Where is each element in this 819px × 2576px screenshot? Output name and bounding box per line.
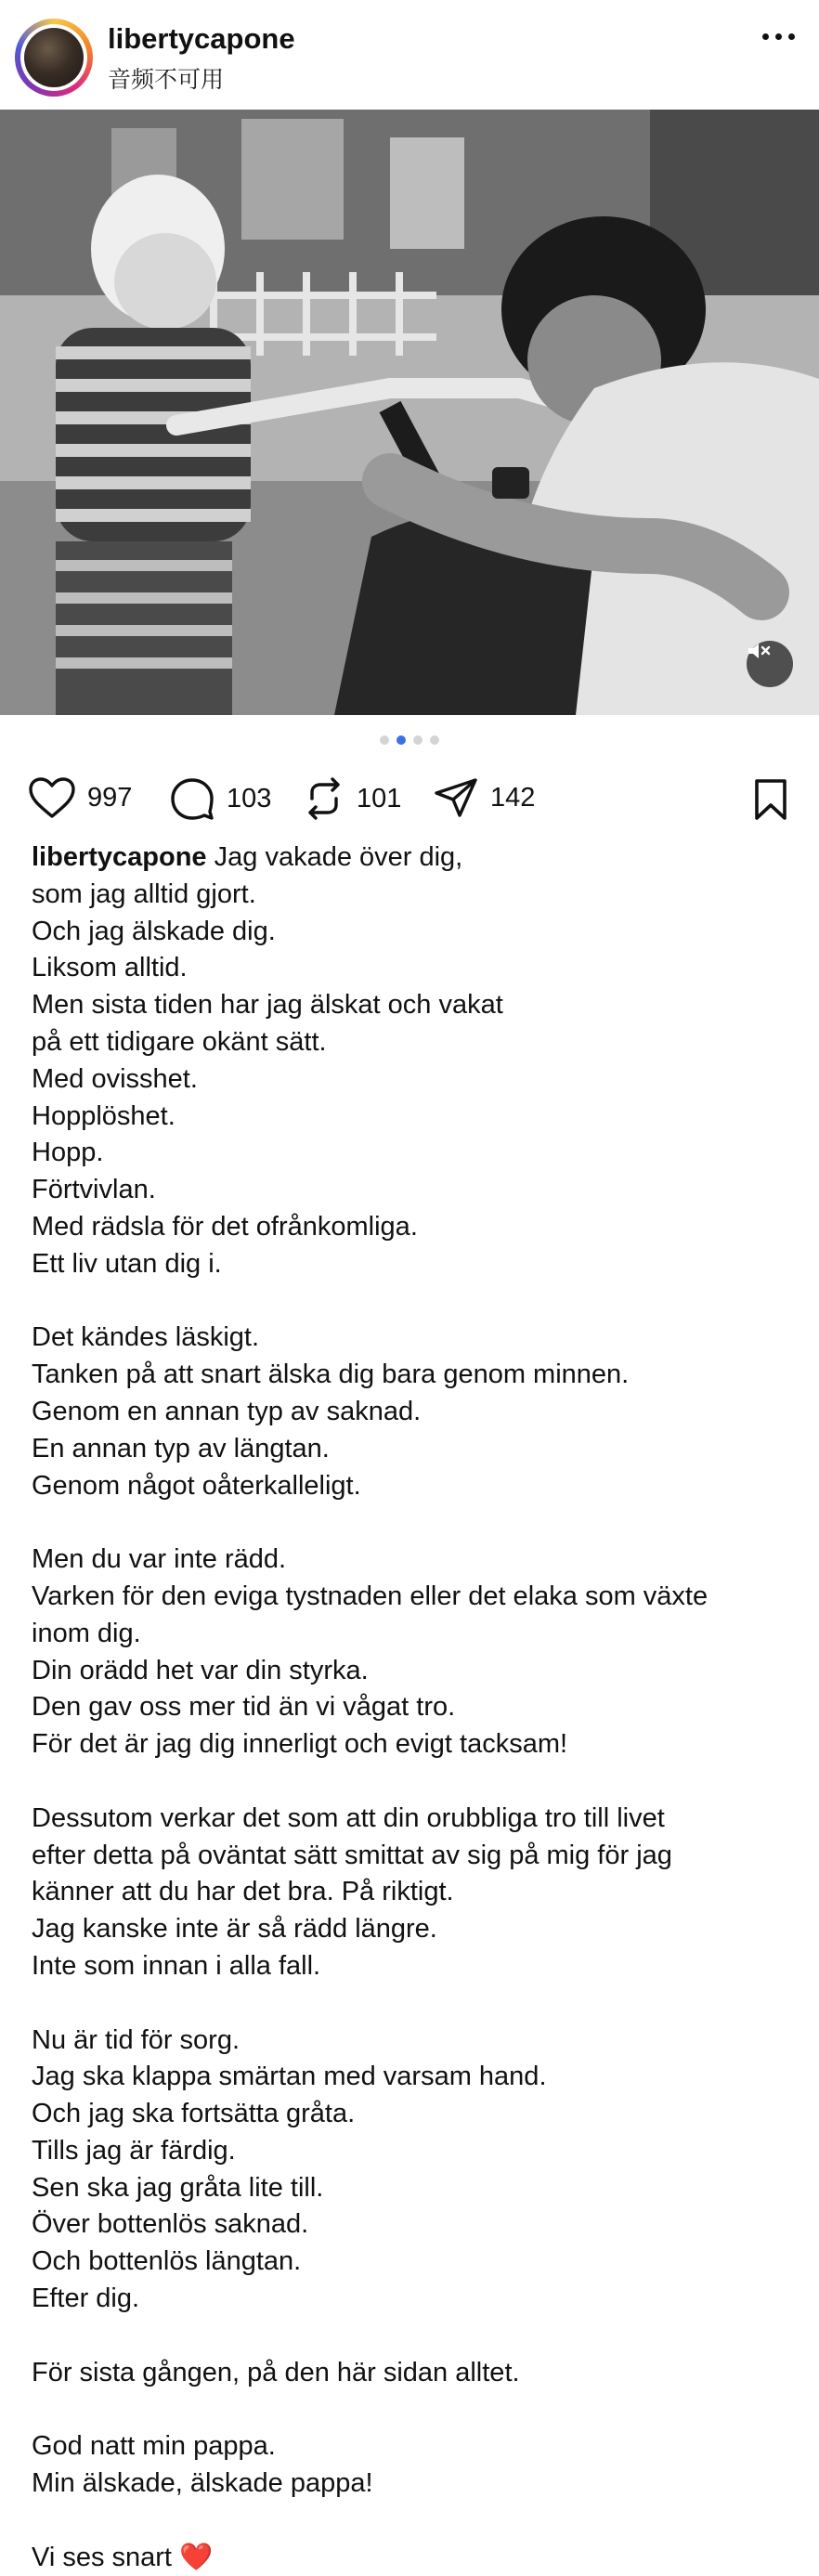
carousel-dot bbox=[380, 735, 389, 745]
caption-line bbox=[32, 1468, 793, 1505]
caption-line bbox=[32, 2244, 793, 2281]
comment-icon bbox=[169, 776, 215, 821]
carousel-indicator bbox=[0, 735, 819, 745]
post-header bbox=[0, 0, 819, 110]
caption-line bbox=[32, 2023, 793, 2060]
caption-line bbox=[32, 2503, 793, 2540]
post-photo[interactable] bbox=[0, 110, 819, 715]
caption-text: En annan typ av längtan. bbox=[32, 1433, 330, 1464]
caption-line bbox=[32, 2355, 793, 2392]
shares-count: 142 bbox=[490, 782, 536, 813]
caption-line bbox=[32, 987, 793, 1024]
speaker-muted-icon[interactable] bbox=[747, 641, 793, 687]
caption-line bbox=[32, 2391, 793, 2428]
caption-line bbox=[32, 1801, 793, 1838]
photo-illustration bbox=[0, 110, 819, 715]
caption-line bbox=[32, 1431, 793, 1468]
caption-line bbox=[32, 2096, 793, 2133]
caption-line bbox=[32, 1542, 793, 1579]
caption-text: Varken för den eviga tystnaden eller det elaka som växte bbox=[32, 1581, 708, 1611]
caption-line bbox=[32, 2318, 793, 2355]
like-button[interactable] bbox=[28, 776, 132, 819]
post-caption bbox=[32, 839, 793, 2576]
likes-count: 997 bbox=[87, 782, 133, 813]
share-button[interactable] bbox=[433, 776, 535, 819]
caption-text: efter detta på oväntat sätt smittat av sig på mig för jag bbox=[32, 1840, 672, 1870]
repost-button[interactable] bbox=[303, 776, 401, 821]
caption-line bbox=[32, 2540, 793, 2576]
caption-line bbox=[32, 839, 793, 877]
carousel-dot bbox=[430, 735, 439, 745]
caption-text: känner att du har det bra. På riktigt. bbox=[32, 1877, 454, 1907]
caption-line bbox=[32, 1874, 793, 1911]
more-horizontal-icon[interactable] bbox=[762, 33, 795, 40]
carousel-dot-active bbox=[396, 735, 406, 745]
caption-line bbox=[32, 1653, 793, 1690]
caption-text: Din orädd het var din styrka. bbox=[32, 1655, 369, 1685]
caption-text: Vi ses snart bbox=[32, 2542, 172, 2572]
caption-line bbox=[32, 950, 793, 987]
caption-text: Med rädsla för det ofrånkomliga. bbox=[32, 1211, 418, 1242]
avatar[interactable] bbox=[15, 19, 93, 97]
caption-line bbox=[32, 2281, 793, 2318]
caption-text: Dessutom verkar det som att din orubbliga tro till livet bbox=[32, 1802, 665, 1833]
caption-line bbox=[32, 1504, 793, 1542]
caption-line bbox=[32, 1579, 793, 1616]
caption-text: Och bottenlös längtan. bbox=[32, 2246, 302, 2277]
caption-text: inom dig. bbox=[32, 1618, 141, 1648]
caption-username[interactable]: libertycapone bbox=[32, 842, 207, 872]
caption-line bbox=[32, 1135, 793, 1172]
caption-text: Med ovisshet. bbox=[32, 1063, 198, 1094]
action-bar bbox=[0, 771, 819, 826]
post-username[interactable]: libertycapone bbox=[108, 22, 295, 55]
caption-line bbox=[32, 877, 793, 914]
caption-line bbox=[32, 1357, 793, 1394]
caption-line bbox=[32, 2428, 793, 2465]
bookmark-icon bbox=[752, 778, 789, 821]
caption-text: Det kändes läskigt. bbox=[32, 1322, 260, 1353]
caption-text: Min älskade, älskade pappa! bbox=[32, 2468, 373, 2499]
bookmark-button[interactable] bbox=[752, 778, 789, 826]
caption-text: Sen ska jag gråta lite till. bbox=[32, 2172, 324, 2203]
caption-text: som jag alltid gjort. bbox=[32, 878, 256, 909]
caption-line bbox=[32, 1689, 793, 1726]
caption-text: Tills jag är färdig. bbox=[32, 2135, 236, 2166]
caption-text: Över bottenlös saknad. bbox=[32, 2209, 309, 2240]
caption-line bbox=[32, 1911, 793, 1948]
caption-line bbox=[32, 1985, 793, 2023]
caption-text: Tanken på att snart älska dig bara genom minnen. bbox=[32, 1360, 630, 1390]
comments-count: 103 bbox=[227, 783, 272, 813]
caption-line bbox=[32, 1320, 793, 1357]
caption-line bbox=[32, 1283, 793, 1321]
caption-line bbox=[32, 2059, 793, 2096]
caption-line bbox=[32, 1172, 793, 1209]
caption-text: För det är jag dig innerligt och evigt tacksam! bbox=[32, 1729, 568, 1760]
caption-line bbox=[32, 1246, 793, 1283]
caption-text: För sista gången, på den här sidan alltet. bbox=[32, 2357, 520, 2387]
caption-text: Nu är tid för sorg. bbox=[32, 2024, 240, 2055]
carousel-dot bbox=[413, 735, 422, 745]
caption-text: Genom en annan typ av saknad. bbox=[32, 1396, 422, 1426]
caption-text: Men sista tiden har jag älskat och vakat bbox=[32, 990, 503, 1021]
caption-line bbox=[32, 914, 793, 951]
caption-text: på ett tidigare okänt sätt. bbox=[32, 1026, 327, 1057]
heart-icon bbox=[28, 776, 76, 819]
caption-text: Men du var inte rädd. bbox=[32, 1544, 287, 1575]
caption-line bbox=[32, 1763, 793, 1801]
caption-line bbox=[32, 1726, 793, 1763]
caption-line bbox=[32, 1948, 793, 1985]
caption-text: Efter dig. bbox=[32, 2283, 140, 2314]
audio-status: 音频不可用 bbox=[108, 67, 225, 93]
caption-text: Den gav oss mer tid än vi vågat tro. bbox=[32, 1692, 456, 1723]
caption-line bbox=[32, 1099, 793, 1136]
caption-line bbox=[32, 2465, 793, 2503]
caption-text: Ett liv utan dig i. bbox=[32, 1248, 222, 1279]
caption-line bbox=[32, 1838, 793, 1875]
caption-text: Jag ska klappa smärtan med varsam hand. bbox=[32, 2062, 547, 2092]
caption-line bbox=[32, 2206, 793, 2244]
comment-button[interactable] bbox=[169, 776, 271, 821]
caption-line bbox=[32, 1616, 793, 1653]
caption-line bbox=[32, 1209, 793, 1246]
caption-line bbox=[32, 2133, 793, 2170]
caption-text: Jag kanske inte är så rädd längre. bbox=[32, 1914, 437, 1945]
repost-icon bbox=[303, 776, 345, 821]
caption-line bbox=[32, 1061, 793, 1099]
caption-text: Hopp. bbox=[32, 1138, 104, 1168]
caption-text: Och jag ska fortsätta gråta. bbox=[32, 2099, 356, 2129]
caption-line bbox=[32, 2170, 793, 2207]
caption-text: Inte som innan i alla fall. bbox=[32, 1950, 321, 1981]
caption-text: Och jag älskade dig. bbox=[32, 916, 276, 946]
caption-text: Genom något oåterkalleligt. bbox=[32, 1470, 361, 1501]
caption-text: Jag vakade över dig, bbox=[214, 842, 463, 872]
caption-text: Hopplöshet. bbox=[32, 1100, 176, 1131]
caption-text: Liksom alltid. bbox=[32, 953, 188, 983]
caption-line bbox=[32, 1394, 793, 1431]
caption-text: God natt min pappa. bbox=[32, 2431, 276, 2462]
share-icon bbox=[433, 776, 479, 819]
heart-emoji-icon: ❤️ bbox=[171, 2542, 214, 2572]
caption-line bbox=[32, 1024, 793, 1061]
reposts-count: 101 bbox=[357, 783, 402, 813]
caption-text: Förtvivlan. bbox=[32, 1175, 156, 1205]
